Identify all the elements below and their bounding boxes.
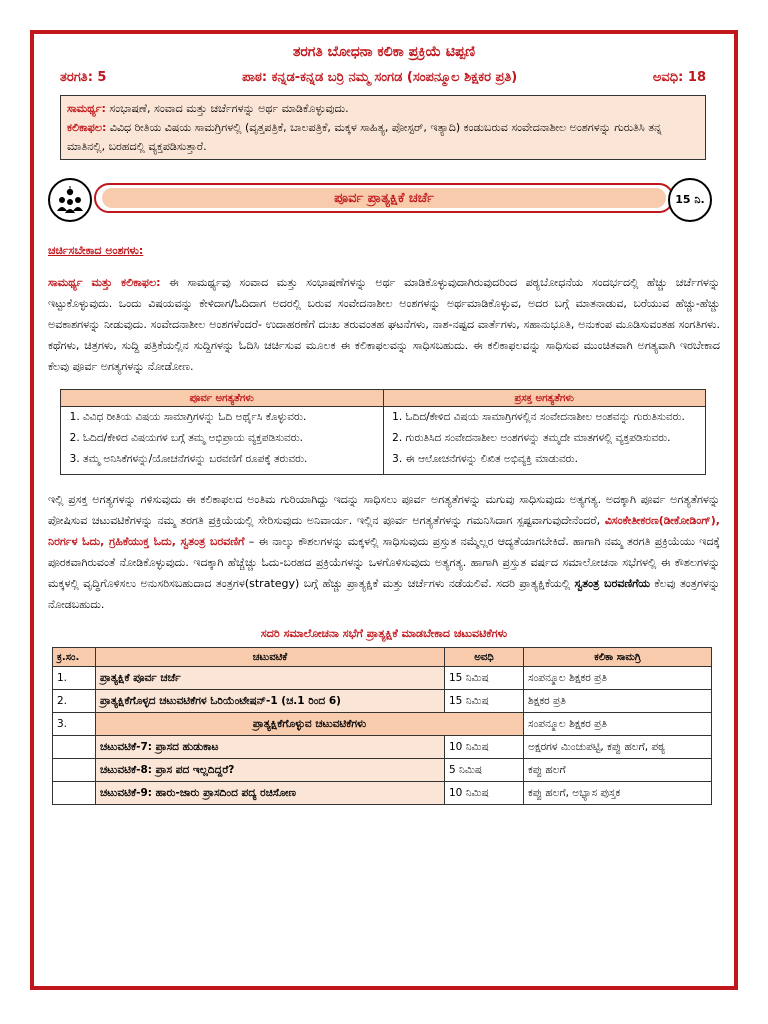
col-material-header: ಕಲಿಕಾ ಸಾಮಗ್ರಿ: [524, 648, 712, 667]
discussion-points-heading: ಚರ್ಚಿಸಬೇಕಾದ ಅಂಶಗಳು:: [48, 244, 144, 257]
table-row: [53, 782, 712, 805]
row-serial: [53, 759, 96, 782]
row-material: ಶಿಕ್ಷಕರ ಪ್ರತಿ: [524, 690, 712, 713]
current-needs-header: ಪ್ರಸಕ್ತ ಅಗತ್ಯತೆಗಳು: [383, 390, 706, 407]
row-activity: ಚಟುವಟಿಕೆ-9: ಹಾರು-ಜಾರು ಪ್ರಾಸದಿಂದ ಪದ್ಯ ರಚಿಸೋಣ: [96, 782, 445, 805]
row-serial: 2.: [53, 690, 96, 713]
row-material: ಕಪ್ಪು ಹಲಗೆ, ಅಭ್ಯಾಸ ಪುಸ್ತಕ: [524, 782, 712, 805]
strategy-text-3: ಕೆಲವು ತಂತ್ರಗಳನ್ನು ನೋಡಬಹುದು.: [48, 577, 720, 611]
row-duration: 15 ನಿಮಿಷ: [445, 690, 524, 713]
row-material: ಸಂಪನ್ಮೂಲ ಶಿಕ್ಷಕರ ಪ್ರತಿ: [524, 667, 712, 690]
strategy-text-1: ಇಲ್ಲಿ ಪ್ರಸಕ್ತ ಅಗತ್ಯಗಳನ್ನು ಗಳಿಸುವುದು ಈ ಕಲಿಕಾಫಲದ ಅಂತಿಮ ಗುರಿಯಾಗಿದ್ದು ಇದನ್ನು ಸಾಧಿಸಲು ಪೂರ್ವ ಅಗತ್ಯತೆಗಳನ್ನು ಮಗುವು ಸಾಧಿಸುವುದು ಅತ್ಯಗತ್ಯ. ಅದಕ್ಕಾಗಿ ಪೂರ್ವ ಅಗತ್ಯತೆಗಳನ್ನು ಪೋಷಿಸುವ ಚಟುವಟಿಕೆಗಳನ್ನು ನಮ್ಮ ತರಗತಿ ಪ್ರಕ್ರಿಯೆಯಲ್ಲಿ ಸೇರಿಸುವುದು ಅನಿವಾರ್ಯ. ಇಲ್ಲಿನ ಪೂರ್ವ ಅಗತ್ಯತೆಗಳನ್ನು ಗಮನಿಸಿದಾಗ ಸ್ಪಷ್ಟವಾಗುವುದೇನೆಂದರೆ,: [48, 493, 720, 527]
table-row: [53, 736, 712, 759]
row-activity: ಚಟುವಟಿಕೆ-8: ಪ್ರಾಸ ಪದ ಇಲ್ಲದಿದ್ದರೆ?: [96, 759, 445, 782]
prior-needs-header: ಪೂರ್ವ ಅಗತ್ಯತೆಗಳು: [61, 390, 384, 407]
current-need-item: 1. ಓದಿದ/ಕೇಳಿದ ವಿಷಯ ಸಾಮಾಗ್ರಿಗಳಲ್ಲಿನ ಸಂವೇದನಾಶೀಲ ಅಂಶವನ್ನು ಗುರುತಿಸುವರು.: [406, 409, 702, 426]
row-duration: 10 ನಿಮಿಷ: [445, 782, 524, 805]
group-discussion-icon: [48, 178, 92, 222]
paragraph-text: ಈ ಸಾಮರ್ಥ್ಯವು ಸಂವಾದ ಮತ್ತು ಸಂಭಾಷಣೆಗಳನ್ನು ಅರ್ಥ ಮಾಡಿಕೊಳ್ಳುವುದಾಗಿರುವುದರಿಂದ ಪಠ್ಯಬೋಧನೆಯ ಸಂದರ್ಭದಲ್ಲಿ ಹೆಚ್ಚು ಚರ್ಚೆಗಳನ್ನು ಇಟ್ಟುಕೊಳ್ಳುವುದು. ಒಂದು ವಿಷಯವನ್ನು ಕೇಳಿದಾಗ/ಓದಿದಾಗ ಅದರಲ್ಲಿ ಬರುವ ಸಂವೇದನಾಶೀಲ ಅಂಶಗಳನ್ನು ಅರ್ಥಮಾಡಿಕೊಳ್ಳುವ, ಅದರ ಬಗ್ಗೆ ಮಾತನಾಡುವ, ಬರೆಯುವ ಹೆಚ್ಚು-ಹೆಚ್ಚು ಅವಕಾಶಗಳನ್ನು ನೀಡುವುದು. ಸಂವೇದನಾಶೀಲ ಅಂಶಗಳೆಂದರೆ- ಉದಾಹರಣೆಗೆ ದುಃಖ ತರುವಂತಹ ಘಟನೆಗಳು, ನಾಶ-ನಷ್ಟದ ವಾರ್ತೆಗಳು, ಸಹಾನುಭೂತಿ, ಅನುಕಂಪ ಮೂಡಿಸುವಂತಹ ಸಂಗತಿಗಳು. ಕಥೆಗಳು, ಚಿತ್ರಗಳು, ಸುದ್ದಿ ಪತ್ರಿಕೆಯಲ್ಲಿನ ಸುದ್ದಿಗಳನ್ನು ಓದಿಸಿ ಚರ್ಚಿಸುವ ಮೂಲಕ ಈ ಕಲಿಕಾಫಲವನ್ನು ಸಾಧಿಸಬಹುದು. ಈ ಕಲಿಕಾಫಲವನ್ನು ಸಾಧಿಸುವ ಮುಂಚಿತವಾಗಿ ಅಗತ್ಯವಾಗಿ ಇರಬೇಕಾದ ಕೆಲವು ಪೂರ್ವ ಅಗತ್ಯಗಳನ್ನು ನೋಡೋಣ.: [48, 276, 720, 373]
table-row: [53, 667, 712, 690]
strategy-text-2: – ಈ ನಾಲ್ಕು ಕೌಶಲಗಳನ್ನು ಮಕ್ಕಳಲ್ಲಿ ಸಾಧಿಸುವುದು ಪ್ರಸ್ತುತ ನಮ್ಮೆಲ್ಲರ ಆದ್ಯತೆಯಾಗಬೇಕಿದೆ. ಹಾಗಾಗಿ ನಮ್ಮ ತರಗತಿ ಪ್ರಕ್ರಿಯೆಯು ಇದಕ್ಕೆ ಪೂರಕವಾಗಿರುವಂತೆ ನೋಡಿಕೊಳ್ಳುವುದು. ಇದಕ್ಕಾಗಿ ಹೆಚ್ಚೆಚ್ಚು ಓದು-ಬರಹದ ಪ್ರಕ್ರಿಯೆಗಳನ್ನು ಒಳಗೊಳಿಸುವುದು ಅತ್ಯಗತ್ಯ. ಹಾಗಾಗಿ ಪ್ರಸ್ತುತ ವರ್ಷದ ಸಮಾಲೋಚನಾ ಸಭೆಗಳಲ್ಲಿ ಈ ಕೌಶಲಗಳನ್ನು ಮಕ್ಕಳಲ್ಲಿ ವೃದ್ಧಿಗೊಳಿಸಲು ಅನುಸರಿಸಬಹುದಾದ ತಂತ್ರಗಳ(strategy) ಬಗ್ಗೆ ಹೆಚ್ಚು ಪ್ರಾತ್ಯಕ್ಷಿಕೆ ಮತ್ತು ಚರ್ಚೆಗಳು ನಡೆಯಲಿವೆ. ಸದರಿ ಪ್ರಾತ್ಯಕ್ಷಿಕೆಯಲ್ಲಿ: [48, 535, 720, 590]
col-serial-header: ಕ್ರ.ಸಂ.: [53, 648, 96, 667]
paragraph-label: ಸಾಮರ್ಥ್ಯ ಮತ್ತು ಕಲಿಕಾಫಲ:: [48, 276, 161, 289]
needs-comparison-table: [60, 389, 706, 475]
row-activity: ಚಟುವಟಿಕೆ-7: ಪ್ರಾಸದ ಹುಡುಕಾಟ: [96, 736, 445, 759]
row-activity: ಪ್ರಾತ್ಯಕ್ಷಿಕೆಗೊಳ್ಳದ ಚಟುವಟಿಕೆಗಳ ಓರಿಯೆಂಟೇಷನ್-1 (ಚ.1 ರಿಂದ 6): [96, 690, 445, 713]
meta-row: [60, 70, 706, 85]
row-serial: [53, 736, 96, 759]
col-activity-header: ಚಟುವಟಿಕೆ: [96, 648, 445, 667]
row-serial: 1.: [53, 667, 96, 690]
competency-paragraph: [48, 272, 720, 377]
outcome-text: ವಿವಿಧ ರೀತಿಯ ವಿಷಯ ಸಾಮಗ್ರಿಗಳಲ್ಲಿ (ವೃತ್ತಪತ್ರಿಕೆ, ಬಾಲಪತ್ರಿಕೆ, ಮಕ್ಕಳ ಸಾಹಿತ್ಯ, ಪೋಸ್ಟರ್, ಇತ್ಯಾದಿ) ಕಂಡುಬರುವ ಸಂವೇದನಾಶೀಲ ಅಂಶಗಳನ್ನು ಗುರುತಿಸಿ ತನ್ನ ಮಾತಿನಲ್ಲಿ, ಬರಹದಲ್ಲಿ ವ್ಯಕ್ತಪಡಿಸುತ್ತಾರೆ.: [67, 121, 662, 153]
document-title: ತರಗತಿ ಬೋಧನಾ ಕಲಿಕಾ ಪ್ರಕ್ರಿಯೆ ಟಿಪ್ಪಣಿ: [292, 44, 476, 60]
current-need-item: 3. ಈ ಆಲೋಚನೆಗಳನ್ನು ಲಿಖಿತ ಅಭಿವ್ಯಕ್ತಿ ಮಾಡುವರು.: [406, 451, 702, 468]
row-activity: ಪ್ರಾತ್ಯಕ್ಷಿಕೆ ಪೂರ್ವ ಚರ್ಚೆ: [96, 667, 445, 690]
document-content: [48, 40, 720, 805]
independent-writing-bold: ಸ್ವತಂತ್ರ ಬರವಣಿಗೆಯ: [574, 577, 650, 590]
row-material: ಅಕ್ಷರಗಳ ಮಿಂಚುಪಟ್ಟಿ, ಕಪ್ಪು ಹಲಗೆ, ಪಠ್ಯ: [524, 736, 712, 759]
prior-need-item: 2. ಓದಿದ/ಕೇಳಿದ ವಿಷಯಗಳ ಬಗ್ಗೆ ತಮ್ಮ ಅಭಿಪ್ರಾಯ ವ್ಯಕ್ತಪಡಿಸುವರು.: [83, 430, 379, 447]
prior-need-item: 1. ವಿವಿಧ ರೀತಿಯ ವಿಷಯ ಸಾಮಾಗ್ರಿಗಳನ್ನು ಓದಿ ಅರ್ಥೈಸಿ ಕೊಳ್ಳುವರು.: [83, 409, 379, 426]
activities-table-title: ಸದರಿ ಸಮಾಲೋಚನಾ ಸಭೆಗೆ ಪ್ರಾತ್ಯಕ್ಷಿಕೆ ಮಾಡಬೇಕಾದ ಚಟುವಟಿಕೆಗಳು: [260, 627, 508, 640]
prior-needs-cell: [61, 407, 384, 475]
competency-label: ಸಾಮರ್ಥ್ಯ:: [67, 102, 106, 115]
strategy-paragraph: [48, 489, 720, 615]
row-activity: ಪ್ರಾತ್ಯಕ್ಷಿಕೆಗೊಳ್ಳುವ ಚಟುವಟಿಕೆಗಳು: [96, 713, 524, 736]
banner-minutes: 15 ನಿ.: [668, 178, 712, 222]
row-serial: 3.: [53, 713, 96, 736]
current-needs-cell: [383, 407, 706, 475]
row-duration: 15 ನಿಮಿಷ: [445, 667, 524, 690]
skills-highlight: ವಿಸಂಕೇತೀಕರಣ(ಡೀಕೋಡಿಂಗ್), ನಿರರ್ಗಳ ಓದು, ಗ್ರಹಿಕೆಯುಕ್ತ ಓದು, ಸ್ವತಂತ್ರ ಬರವಣಿಗೆ: [48, 514, 720, 548]
table-row: [53, 759, 712, 782]
row-material: ಕಪ್ಪು ಹಲಗೆ: [524, 759, 712, 782]
row-duration: 10 ನಿಮಿಷ: [445, 736, 524, 759]
activities-table: [52, 647, 712, 805]
prior-need-item: 3. ತಮ್ಮ ಅನಿಸಿಕೆಗಳನ್ನು/ಯೋಚನೆಗಳನ್ನು ಬರವಣಿಗೆ ರೂಪಕ್ಕೆ ತರುವರು.: [83, 451, 379, 468]
table-row: [53, 690, 712, 713]
competency-text: ಸಂಭಾಷಣೆ, ಸಂವಾದ ಮತ್ತು ಚರ್ಚೆಗಳನ್ನು ಅರ್ಥ ಮಾಡಿಕೊಳ್ಳುವುದು.: [105, 102, 349, 115]
section-banner: [48, 178, 720, 220]
outcome-label: ಕಲಿಕಾಫಲ:: [67, 121, 107, 134]
current-need-item: 2. ಗುರುತಿಸಿದ ಸಂವೇದನಾಶೀಲ ಅಂಶಗಳನ್ನು ತಮ್ಮದೇ ಮಾತಗಳಲ್ಲಿ ವ್ಯಕ್ತಪಡಿಸುವರು.: [406, 430, 702, 447]
duration-label: ಅವಧಿ: 18: [652, 70, 706, 85]
table-row: [53, 713, 712, 736]
objectives-box: [60, 95, 706, 160]
banner-pill: [94, 183, 674, 213]
col-duration-header: ಅವಧಿ: [445, 648, 524, 667]
row-serial: [53, 782, 96, 805]
class-label: ತರಗತಿ: 5: [60, 70, 107, 85]
lesson-label: ಪಾಠ: ಕನ್ನಡ-ಕನ್ನಡ ಬರ್ರಿ ನಮ್ಮ ಸಂಗಡ (ಸಂಪನ್ಮೂಲ ಶಿಕ್ಷಕರ ಪ್ರತಿ): [242, 70, 518, 85]
row-duration: 5 ನಿಮಿಷ: [445, 759, 524, 782]
row-material: ಸಂಪನ್ಮೂಲ ಶಿಕ್ಷಕರ ಪ್ರತಿ: [524, 713, 712, 736]
banner-title: ಪೂರ್ವ ಪ್ರಾತ್ಯಕ್ಷಿಕೆ ಚರ್ಚೆ: [102, 188, 666, 208]
